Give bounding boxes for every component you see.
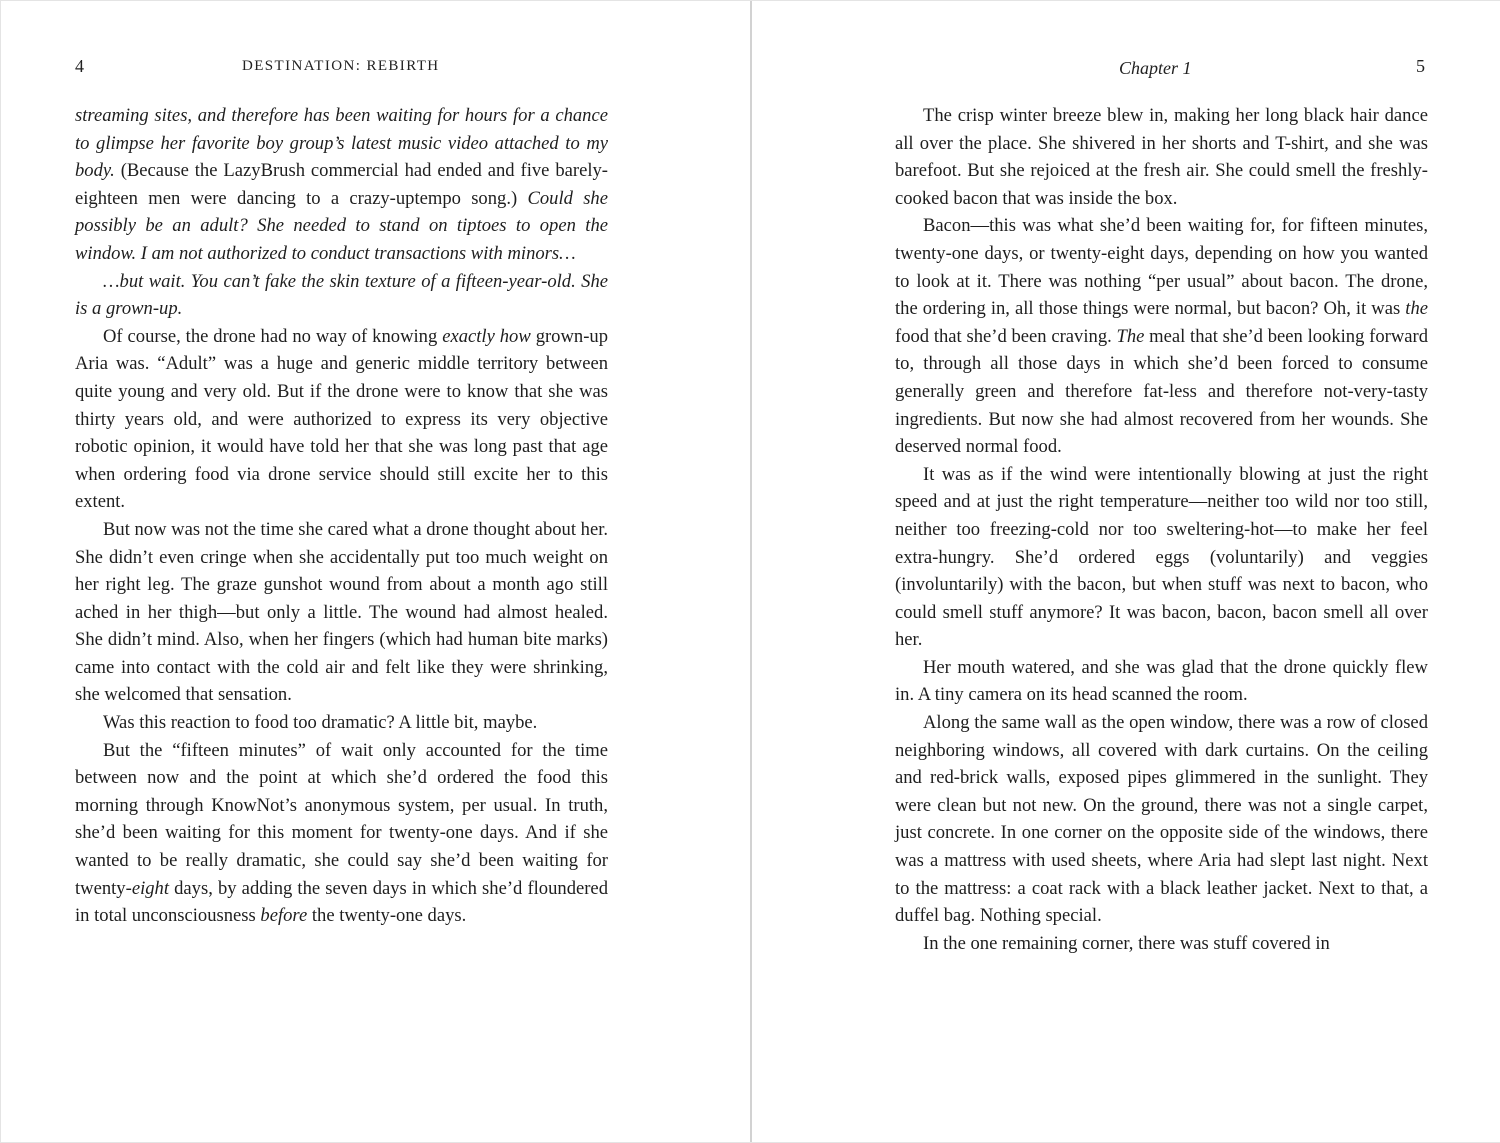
text-segment: Of course, the drone had no way of knowing — [103, 325, 443, 347]
text-segment: grown-up Aria was. “Adult” was a huge and generic middle territory between quite young and very old. But if the drone were to know that she was thirty years old, and were authorized to express its very objective robotic opinion, it would have told her that she was long past that age when ordering food via drone service should still excite her to this extent. — [75, 325, 608, 513]
italic-text-segment: streaming sites, and therefore has been waiting for hours for a chance to glimpse her favorite boy group’s latest music video attached to my body. — [75, 105, 608, 182]
paragraph — [75, 516, 608, 709]
italic-text-segment: the — [1405, 298, 1428, 320]
paragraph — [75, 709, 608, 737]
left-page — [1, 1, 750, 1142]
text-segment: days, by adding the seven days in which she’d floundered in total unconsciousness — [75, 877, 608, 927]
paragraph — [75, 102, 608, 268]
paragraph — [75, 268, 608, 323]
italic-text-segment: The — [1116, 325, 1145, 347]
text-segment: In the one remaining corner, there was stuff covered in — [923, 932, 1330, 954]
italic-text-segment: Could she possibly be an adult? She needed to stand on tiptoes to open the window. I am not authorized to conduct transactions with minors… — [75, 187, 608, 264]
italic-text-segment: before — [260, 905, 308, 927]
text-segment: (Because the LazyBrush commercial had ended and five barely-eighteen men were dancing to a crazy-uptempo song.) — [75, 160, 608, 209]
text-segment: Her mouth watered, and she was glad that the drone quickly flew in. A tiny camera on its head scanned the room. — [895, 656, 1428, 706]
paragraph — [895, 461, 1428, 654]
text-segment: the twenty-one days. — [307, 905, 467, 927]
paragraph — [75, 323, 608, 516]
text-segment: It was as if the wind were intentionally blowing at just the right speed and at just the right temperature—neither too wild nor too still, neither too freezing-cold nor too sweltering-hot—to make her feel extra-hungry. She’d ordered eggs (voluntarily) and veggies (involuntarily) with the bacon, but when stuff was next to bacon, who could smell stuff anymore? It was bacon, bacon, bacon smell all over her. — [895, 463, 1428, 651]
italic-text-segment: exactly how — [442, 325, 531, 347]
running-head-chapter-title: Chapter 1 — [1119, 58, 1192, 78]
right-page-body-text — [895, 102, 1428, 957]
page-number: 5 — [1416, 56, 1425, 76]
right-page — [752, 1, 1500, 1142]
text-segment: Along the same wall as the open window, there was a row of closed neighboring windows, all covered with dark curtains. On the ceiling and red-brick walls, exposed pipes glimmered in the sunlight. They were clean but not new. On the ground, there was not a single carpet, just concrete. In one corner on the opposite side of the windows, there was a mattress with used sheets, where Aria had slept last night. Next to the mattress: a coat rack with a black leather jacket. Next to that, a duffel bag. Nothing special. — [895, 712, 1428, 927]
paragraph — [895, 102, 1428, 212]
paragraph — [75, 737, 608, 930]
right-page-header — [752, 56, 1500, 80]
text-segment: meal that she’d been looking forward to, through all those days in which she’d been forced to consume generally green and therefore fat-less and therefore not-very-tasty ingredients. But now she had almost recovered from her wounds. She deserved normal food. — [895, 325, 1428, 458]
paragraph — [895, 709, 1428, 930]
left-page-header — [1, 56, 750, 80]
paragraph — [895, 654, 1428, 709]
italic-text-segment: …but wait. You can’t fake the skin texture of a fifteen-year-old. She is a grown-up. — [75, 270, 608, 320]
page-number: 4 — [75, 56, 84, 76]
text-segment: But now was not the time she cared what a drone thought about her. She didn’t even cringe when she accidentally put too much weight on her right leg. The graze gunshot wound from about a month ago still ached in her thigh—but only a little. The wound had almost healed. She didn’t mind. Also, when her fingers (which had human bite marks) came into contact with the cold air and felt like they were shrinking, she welcomed that sensation. — [75, 518, 609, 706]
text-segment: food that she’d been craving. — [895, 325, 1117, 347]
text-segment: Was this reaction to food too dramatic? A little bit, maybe. — [103, 712, 538, 734]
paragraph — [895, 930, 1428, 958]
left-page-body-text — [75, 102, 608, 930]
text-segment: The crisp winter breeze blew in, making her long black hair dance all over the place. She shivered in her shorts and T-shirt, and she was barefoot. But she rejoiced at the fresh air. She could smell the freshly-cooked bacon that was inside the box. — [895, 105, 1428, 209]
running-head-book-title: DESTINATION: REBIRTH — [242, 58, 440, 74]
text-segment: Bacon—this was what she’d been waiting for, for fifteen minutes, twenty-one days, or twenty-eight days, depending on how you wanted to look at it. There was nothing “per usual” about bacon. The drone, the ordering in, all those things were normal, but bacon? Oh, it was — [895, 215, 1428, 320]
italic-text-segment: eight — [131, 877, 169, 899]
text-segment: But the “fifteen minutes” of wait only accounted for the time between now and the point at which she’d ordered the food this morning through KnowNot’s anonymous system, per usual. In truth, she’d been waiting for this moment for twenty-one days. And if she wanted to be really dramatic, she could say she’d been waiting for twenty- — [75, 739, 608, 899]
paragraph — [895, 212, 1428, 460]
